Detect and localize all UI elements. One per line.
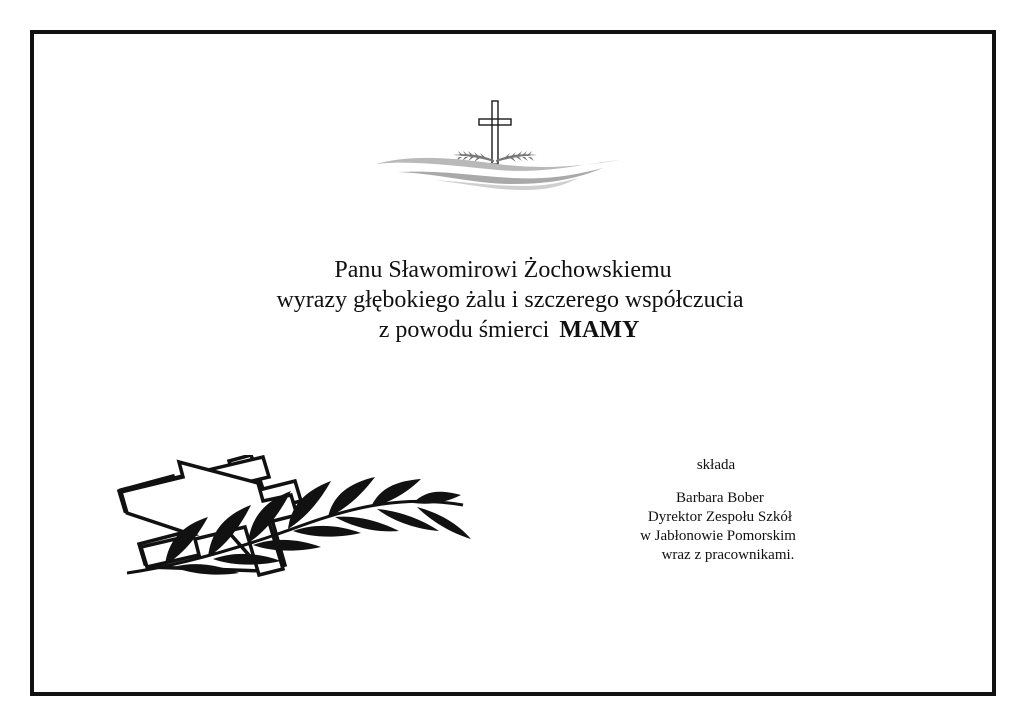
signature-block xyxy=(600,456,840,565)
reason-prefix: z powodu śmierci xyxy=(378,317,550,343)
condolence-line: wyrazy głębokiego żalu i szczerego współczucia xyxy=(276,287,744,313)
cross-with-palm-and-waves-icon xyxy=(373,98,623,193)
reason-emphasis: MAMY xyxy=(559,317,640,343)
signature-name: Barbara Bober xyxy=(676,490,764,506)
signature-staff: wraz z pracownikami. xyxy=(661,547,795,563)
signature-verb: składa xyxy=(696,457,736,473)
cross-with-palm-branch-icon xyxy=(113,455,475,595)
recipient-line: Panu Sławomirowi Żochowskiemu xyxy=(334,257,672,283)
reason-line xyxy=(179,315,839,345)
signature-title: Dyrektor Zespołu Szkół xyxy=(647,509,793,525)
signature-location: w Jabłonowie Pomorskim xyxy=(640,528,796,544)
condolence-message xyxy=(180,255,840,345)
